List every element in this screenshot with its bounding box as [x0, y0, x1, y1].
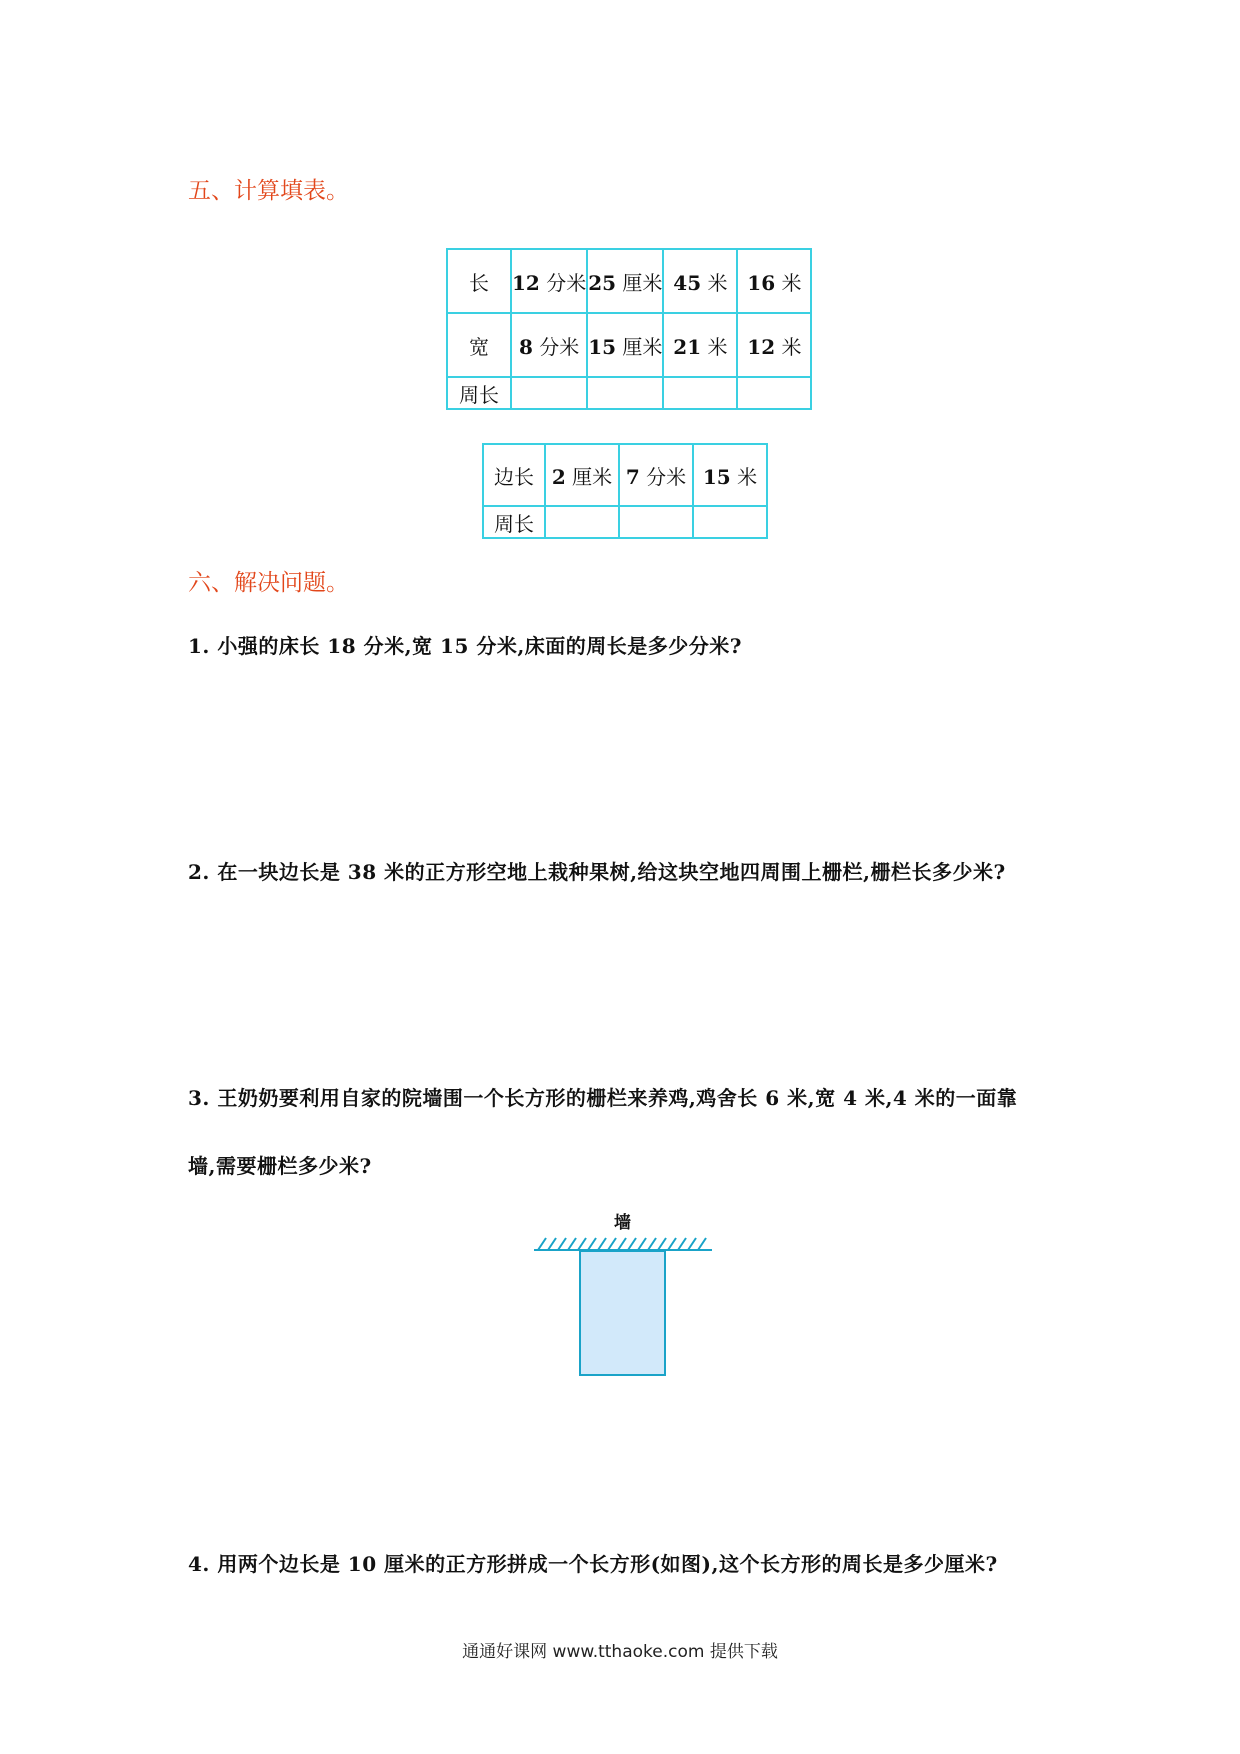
table-row-length — [447, 249, 811, 313]
table-row-width — [447, 313, 811, 377]
answer-cell[interactable] — [587, 377, 663, 409]
wall-diagram — [532, 1232, 716, 1376]
coop-figure — [532, 1208, 716, 1376]
table-cell: 12 分米 — [511, 249, 587, 313]
table-cell: 12 米 — [737, 313, 811, 377]
table-cell: 7 分米 — [619, 444, 693, 506]
row-label-perimeter: 周长 — [483, 506, 545, 538]
table-cell: 15 厘米 — [587, 313, 663, 377]
table-row-perimeter — [483, 506, 767, 538]
coop-rectangle — [580, 1251, 665, 1375]
table-cell: 45 米 — [663, 249, 737, 313]
question-3-line-1: 3. 王奶奶要利用自家的院墙围一个长方形的栅栏来养鸡,鸡舍长 6 米,宽 4 米,4 米的一面靠 — [188, 1086, 1018, 1110]
perimeter-table-rect — [446, 248, 812, 410]
answer-cell[interactable] — [545, 506, 619, 538]
answer-cell[interactable] — [619, 506, 693, 538]
table-row-perimeter — [447, 377, 811, 409]
table-cell: 2 厘米 — [545, 444, 619, 506]
answer-cell[interactable] — [663, 377, 737, 409]
section-5-title: 五、计算填表。 — [188, 178, 349, 204]
wall-label: 墙 — [614, 1213, 631, 1233]
question-3-line-2: 墙,需要栅栏多少米? — [188, 1154, 372, 1178]
question-4: 4. 用两个边长是 10 厘米的正方形拼成一个长方形(如图),这个长方形的周长是多少厘米? — [188, 1552, 998, 1576]
wall-hatching — [534, 1238, 712, 1250]
table-cell: 16 米 — [737, 249, 811, 313]
row-label-width: 宽 — [447, 313, 511, 377]
table-row-side — [483, 444, 767, 506]
table-cell: 8 分米 — [511, 313, 587, 377]
answer-cell[interactable] — [693, 506, 767, 538]
question-1: 1. 小强的床长 18 分米,宽 15 分米,床面的周长是多少分米? — [188, 634, 743, 658]
perimeter-table-square — [482, 443, 768, 539]
question-2: 2. 在一块边长是 38 米的正方形空地上栽种果树,给这块空地四周围上栅栏,栅栏长多少米? — [188, 860, 1006, 884]
answer-cell[interactable] — [737, 377, 811, 409]
table-cell: 25 厘米 — [587, 249, 663, 313]
row-label-perimeter: 周长 — [447, 377, 511, 409]
table-cell: 21 米 — [663, 313, 737, 377]
footer-source: 通通好课网 www.tthaoke.com 提供下载 — [462, 1642, 778, 1662]
answer-cell[interactable] — [511, 377, 587, 409]
section-6-title: 六、解决问题。 — [188, 570, 349, 596]
row-label-side: 边长 — [483, 444, 545, 506]
row-label-length: 长 — [447, 249, 511, 313]
table-cell: 15 米 — [693, 444, 767, 506]
